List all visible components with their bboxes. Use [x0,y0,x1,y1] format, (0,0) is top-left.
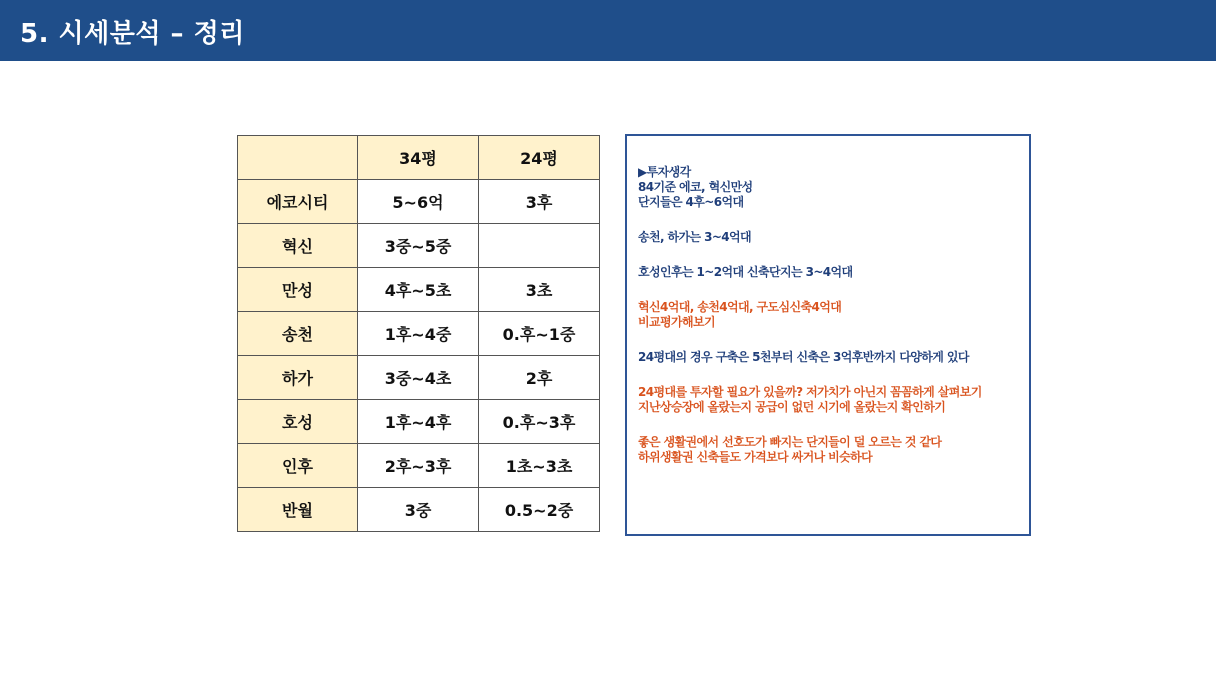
price-24-cell: 3초 [479,268,600,312]
note-line: 84기준 에코, 혁신만성 [638,180,753,194]
price-24-cell: 2후 [479,356,600,400]
area-name-cell: 만성 [238,268,358,312]
note-hoseong-inhu [638,265,1019,280]
price-34-cell: 4후~5초 [358,268,479,312]
price-24-cell [479,224,600,268]
note-line: 지난상승장에 올랐는지 공급이 없던 시기에 올랐는지 확인하기 [638,400,946,414]
note-24-pyeong-check [638,385,1019,415]
price-34-cell: 3중~4초 [358,356,479,400]
table-header-row [238,136,600,180]
area-name-cell: 인후 [238,444,358,488]
table-row [238,180,600,224]
note-line: 24평대의 경우 구축은 5천부터 신축은 3억후반까지 다양하게 있다 [638,350,969,364]
note-line: 하위생활권 신축들도 가격보다 싸거나 비슷하다 [638,450,873,464]
area-name-cell: 하가 [238,356,358,400]
price-24-cell: 0.5~2중 [479,488,600,532]
price-24-cell: 3후 [479,180,600,224]
area-name-cell: 에코시티 [238,180,358,224]
price-34-cell: 2후~3후 [358,444,479,488]
column-header-34: 34평 [358,136,479,180]
price-34-cell: 3중 [358,488,479,532]
table-row [238,268,600,312]
page-title: 5. 시세분석 – 정리 [20,19,245,49]
table-row [238,312,600,356]
table-row [238,488,600,532]
area-name-cell: 송천 [238,312,358,356]
price-34-cell: 3중~5중 [358,224,479,268]
note-preference [638,435,1019,465]
price-24-cell: 0.후~3후 [479,400,600,444]
area-name-cell: 호성 [238,400,358,444]
table-row [238,400,600,444]
area-name-cell: 반월 [238,488,358,532]
table-row [238,356,600,400]
price-34-cell: 1후~4중 [358,312,479,356]
area-name-cell: 혁신 [238,224,358,268]
note-line: 단지들은 4후~6억대 [638,195,744,209]
note-line: 비교평가해보기 [638,315,715,329]
note-line: 송천, 하가는 3~4억대 [638,230,752,244]
table-corner-cell [238,136,358,180]
table-row [238,224,600,268]
note-line: 24평대를 투자할 필요가 있을까? 저가치가 아닌지 꼼꼼하게 살펴보기 [638,385,982,399]
note-comparison [638,300,1019,330]
note-line: ▶투자생각 [638,165,691,179]
note-24-pyeong-range [638,350,1019,365]
price-24-cell: 1초~3초 [479,444,600,488]
investment-notes-box [625,134,1031,536]
price-34-cell: 1후~4후 [358,400,479,444]
table-row [238,444,600,488]
column-header-24: 24평 [479,136,600,180]
price-24-cell: 0.후~1중 [479,312,600,356]
header-bar [0,0,1216,61]
note-investment-thoughts [638,165,1019,210]
note-songcheon-haga [638,230,1019,245]
note-line: 혁신4억대, 송천4억대, 구도심신축4억대 [638,300,842,314]
price-table [237,135,600,532]
note-line: 좋은 생활권에서 선호도가 빠지는 단지들이 덜 오르는 것 같다 [638,435,942,449]
note-line: 호성인후는 1~2억대 신축단지는 3~4억대 [638,265,853,279]
price-34-cell: 5~6억 [358,180,479,224]
